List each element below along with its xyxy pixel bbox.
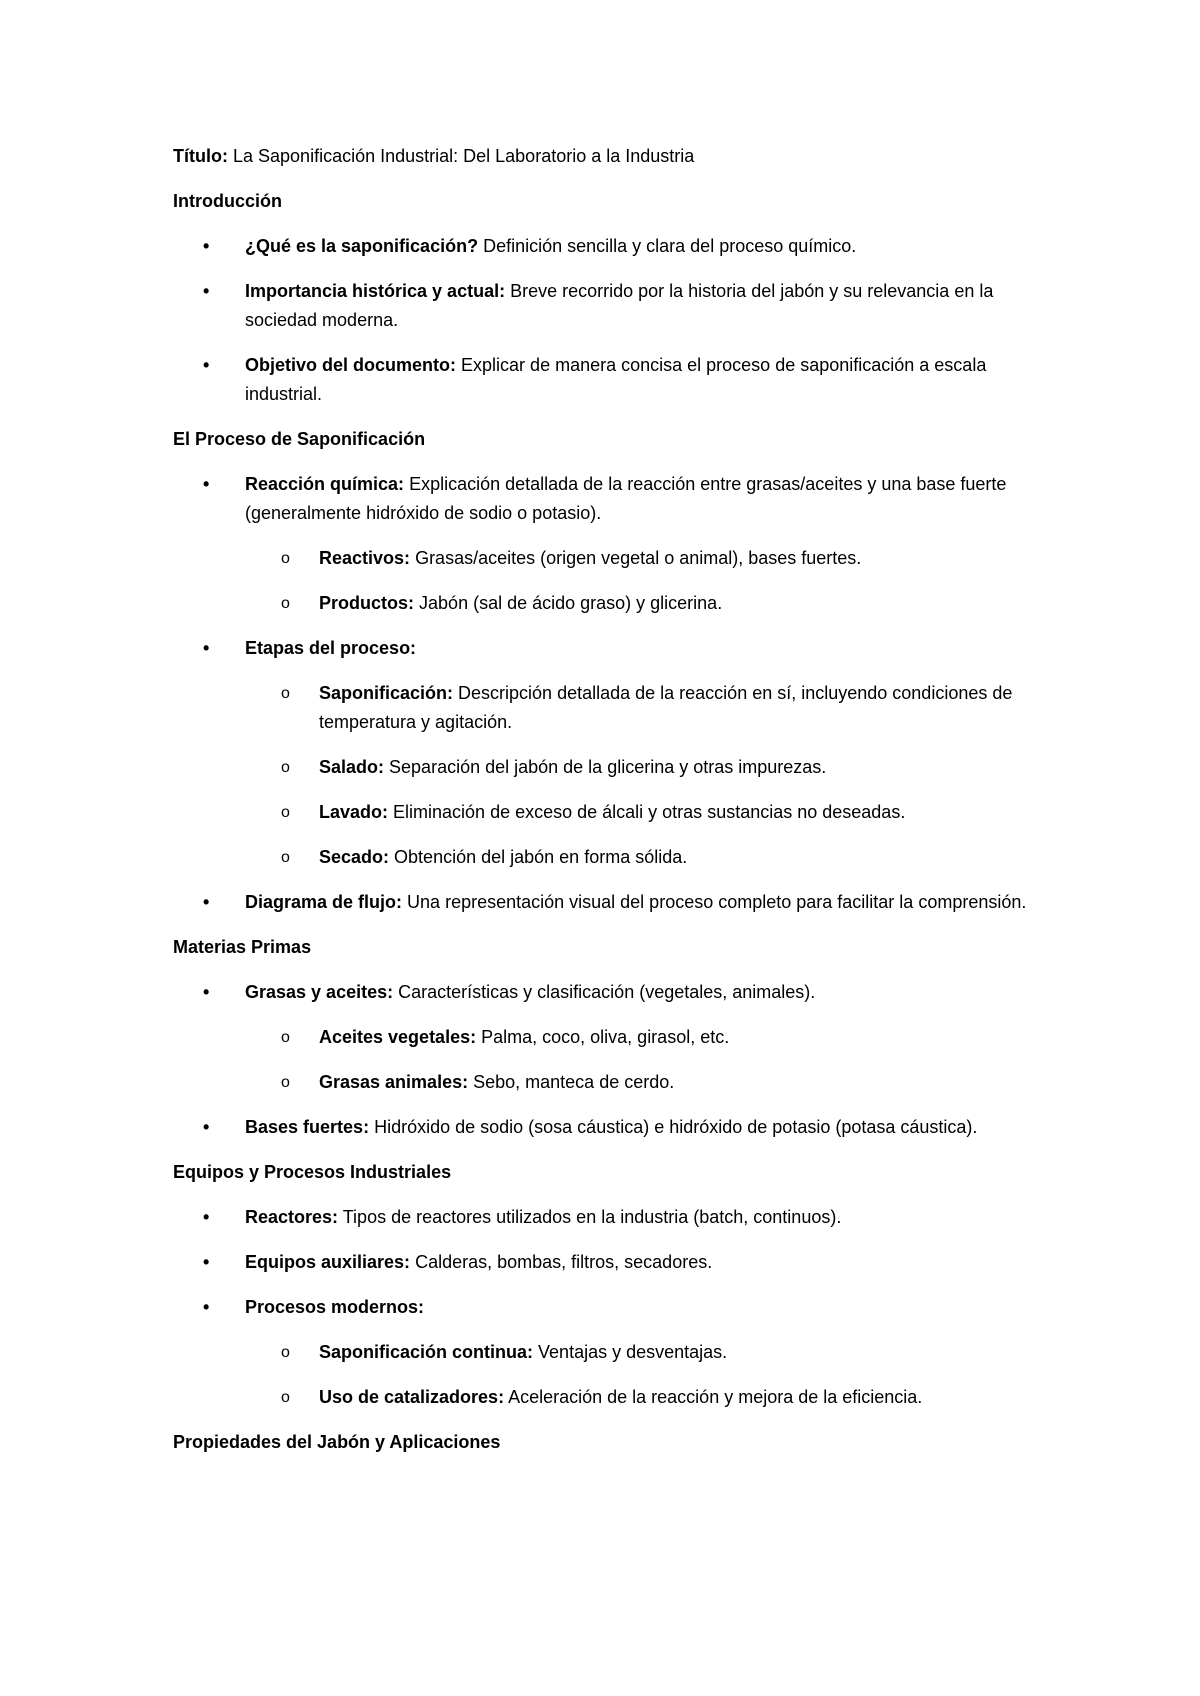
item-term: Objetivo del documento: xyxy=(245,355,457,375)
item-term: Lavado: xyxy=(319,802,389,822)
bullet-icon: • xyxy=(203,236,210,256)
circle-bullet-icon: o xyxy=(281,1074,290,1091)
item-text: Separación del jabón de la glicerina y otras impurezas. xyxy=(389,757,827,777)
bullet-icon: • xyxy=(203,474,210,494)
circle-bullet-icon: o xyxy=(281,550,290,567)
bullet-icon: • xyxy=(203,281,210,301)
item-term: Aceites vegetales: xyxy=(319,1027,477,1047)
list-item xyxy=(173,978,1053,1007)
bullet-icon: • xyxy=(203,1207,210,1227)
item-text: Descripción detallada de la reacción en sí, incluyendo condiciones de temperatura y agitación. xyxy=(319,683,1013,732)
list-item xyxy=(173,634,1053,663)
bullet-icon: • xyxy=(203,1297,210,1317)
item-term: Equipos auxiliares: xyxy=(245,1252,411,1272)
document-body xyxy=(173,187,1053,1457)
sub-list-item xyxy=(173,1023,1053,1052)
document-title-text: La Saponificación Industrial: Del Laboratorio a la Industria xyxy=(233,146,695,166)
section-heading: Introducción xyxy=(173,191,282,211)
item-text: Características y clasificación (vegetales, animales). xyxy=(398,982,816,1002)
item-text: Definición sencilla y clara del proceso químico. xyxy=(483,236,857,256)
document-title-label: Título: xyxy=(173,146,228,166)
item-term: ¿Qué es la saponificación? xyxy=(245,236,479,256)
circle-bullet-icon: o xyxy=(281,685,290,702)
item-text: Una representación visual del proceso completo para facilitar la comprensión. xyxy=(407,892,1027,912)
item-term: Secado: xyxy=(319,847,390,867)
item-term: Productos: xyxy=(319,593,415,613)
item-term: Reactivos: xyxy=(319,548,411,568)
sub-list-item xyxy=(173,1338,1053,1367)
circle-bullet-icon: o xyxy=(281,804,290,821)
item-term: Saponificación: xyxy=(319,683,454,703)
item-term: Uso de catalizadores: xyxy=(319,1387,505,1407)
document-title xyxy=(173,142,1053,171)
circle-bullet-icon: o xyxy=(281,1029,290,1046)
item-text: Tipos de reactores utilizados en la industria (batch, continuos). xyxy=(342,1207,842,1227)
item-term: Etapas del proceso: xyxy=(245,638,417,658)
circle-bullet-icon: o xyxy=(281,759,290,776)
item-text: Aceleración de la reacción y mejora de la eficiencia. xyxy=(508,1387,923,1407)
circle-bullet-icon: o xyxy=(281,595,290,612)
item-term: Reactores: xyxy=(245,1207,339,1227)
item-text: Grasas/aceites (origen vegetal o animal), bases fuertes. xyxy=(415,548,862,568)
sub-list-item xyxy=(173,798,1053,827)
item-term: Diagrama de flujo: xyxy=(245,892,403,912)
sub-list-item xyxy=(173,1383,1053,1412)
item-text: Breve recorrido por la historia del jabón y su relevancia en la sociedad moderna. xyxy=(245,281,994,330)
circle-bullet-icon: o xyxy=(281,849,290,866)
document-page xyxy=(173,142,1053,1473)
item-term: Grasas animales: xyxy=(319,1072,469,1092)
circle-bullet-icon: o xyxy=(281,1389,290,1406)
item-term: Grasas y aceites: xyxy=(245,982,394,1002)
bullet-icon: • xyxy=(203,638,210,658)
list-item xyxy=(173,1203,1053,1232)
section-heading: Propiedades del Jabón y Aplicaciones xyxy=(173,1432,501,1452)
item-text: Ventajas y desventajas. xyxy=(538,1342,728,1362)
list-item xyxy=(173,888,1053,917)
sub-list-item xyxy=(173,544,1053,573)
list-item xyxy=(173,470,1053,528)
item-text: Sebo, manteca de cerdo. xyxy=(473,1072,675,1092)
bullet-icon: • xyxy=(203,892,210,912)
list-item xyxy=(173,1113,1053,1142)
sub-list-item xyxy=(173,679,1053,737)
list-item xyxy=(173,277,1053,335)
item-term: Bases fuertes: xyxy=(245,1117,370,1137)
sub-list-item xyxy=(173,843,1053,872)
bullet-icon: • xyxy=(203,355,210,375)
item-term: Saponificación continua: xyxy=(319,1342,534,1362)
item-term: Procesos modernos: xyxy=(245,1297,425,1317)
item-text: Explicación detallada de la reacción entre grasas/aceites y una base fuerte (generalmente hidróxido de sodio o potasio). xyxy=(245,474,1007,523)
item-term: Salado: xyxy=(319,757,385,777)
section-heading: El Proceso de Saponificación xyxy=(173,429,426,449)
bullet-icon: • xyxy=(203,982,210,1002)
section-heading: Equipos y Procesos Industriales xyxy=(173,1162,452,1182)
item-text: Eliminación de exceso de álcali y otras sustancias no deseadas. xyxy=(393,802,906,822)
item-text: Palma, coco, oliva, girasol, etc. xyxy=(481,1027,730,1047)
circle-bullet-icon: o xyxy=(281,1344,290,1361)
section-heading: Materias Primas xyxy=(173,937,312,957)
bullet-icon: • xyxy=(203,1252,210,1272)
list-item xyxy=(173,232,1053,261)
item-text: Explicar de manera concisa el proceso de saponificación a escala industrial. xyxy=(245,355,987,404)
sub-list-item xyxy=(173,589,1053,618)
sub-list-item xyxy=(173,1068,1053,1097)
item-term: Importancia histórica y actual: xyxy=(245,281,506,301)
list-item xyxy=(173,351,1053,409)
list-item xyxy=(173,1293,1053,1322)
item-text: Calderas, bombas, filtros, secadores. xyxy=(415,1252,713,1272)
list-item xyxy=(173,1248,1053,1277)
item-text: Obtención del jabón en forma sólida. xyxy=(394,847,688,867)
item-text: Jabón (sal de ácido graso) y glicerina. xyxy=(419,593,723,613)
item-term: Reacción química: xyxy=(245,474,405,494)
item-text: Hidróxido de sodio (sosa cáustica) e hidróxido de potasio (potasa cáustica). xyxy=(374,1117,978,1137)
sub-list-item xyxy=(173,753,1053,782)
bullet-icon: • xyxy=(203,1117,210,1137)
